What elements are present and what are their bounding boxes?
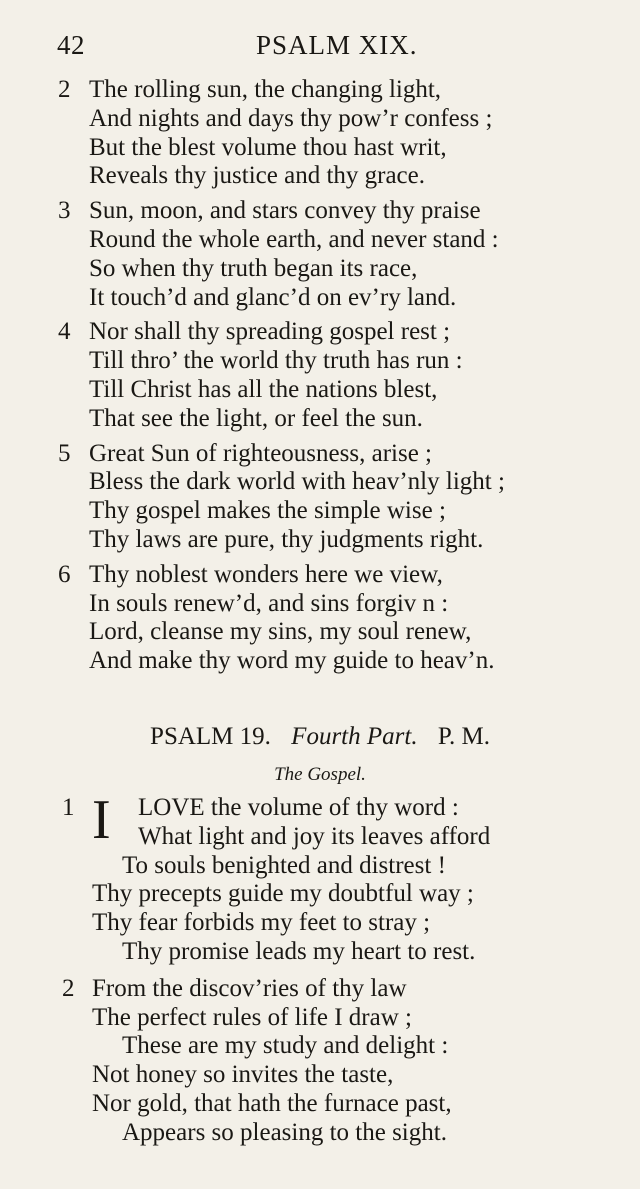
verse-text: From the discov’ries of thy law [92,974,407,1002]
section-title [0,723,640,751]
verse-text: Nor gold, that hath the furnace past, [92,1089,452,1117]
verse-text: Not honey so invites the taste, [92,1061,394,1089]
verse-line [0,975,640,1004]
verse-number: 2 [62,974,75,1002]
verse-text: Thy fear forbids my feet to stray ; [92,909,431,937]
verse-text: Thy laws are pure, thy judgments right. [89,525,484,553]
verse-line [0,1061,640,1090]
verse-text: Bless the dark world with heav’nly light ; [89,468,505,496]
verse-line [0,909,640,938]
psalm-part-a [0,76,640,682]
verse-text: Reveals thy justice and thy grace. [89,162,425,190]
verse-line [0,823,640,852]
section-meter: P. M. [437,723,490,750]
verse-line [0,497,640,526]
stanza [0,561,640,676]
verse-text: In souls renew’d, and sins forgiv n : [89,589,449,617]
verse-text: But the blest volume thou hast writ, [89,133,447,161]
verse-line [0,1090,640,1119]
verse-line [0,647,640,676]
section-part-label: Fourth Part. [291,723,418,750]
stanza [0,197,640,312]
verse-line [0,440,640,469]
verse-line [0,105,640,134]
verse-line [0,405,640,434]
page-number: 42 [57,30,85,60]
verse-number: 5 [58,439,71,467]
stanza [0,440,640,555]
verse-line [0,618,640,647]
verse-line [0,526,640,555]
page-header [0,30,640,64]
verse-text: And make thy word my guide to heav’n. [89,647,495,675]
verse-line [0,134,640,163]
verse-text: Round the whole earth, and never stand : [89,225,499,253]
drop-cap: I [92,789,111,851]
verse-line [0,590,640,619]
verse-text: Thy precepts guide my doubtful way ; [92,880,474,908]
verse-line [0,76,640,105]
verse-line [0,318,640,347]
verse-line [0,561,640,590]
verse-text: The rolling sun, the changing light, [89,76,442,103]
verse-text: So when thy truth began its race, [89,254,418,282]
verse-line [0,852,640,881]
verse-line [0,162,640,191]
verse-text: Nor shall thy spreading gospel rest ; [89,318,451,346]
verse-text: The perfect rules of life I draw ; [92,1003,412,1031]
verse-text: Lord, cleanse my sins, my soul renew, [89,618,472,646]
verse-line [0,1119,640,1148]
stanza [0,975,640,1148]
stanza [0,789,640,967]
verse-text: These are my study and delight : [122,1032,449,1060]
verse-line [0,255,640,284]
verse-text: Thy noblest wonders here we view, [89,560,443,588]
verse-line [0,347,640,376]
section-subtitle: The Gospel. [274,764,366,785]
verse-text: Sun, moon, and stars convey thy praise [89,197,481,225]
verse-text: Till thro’ the world thy truth has run : [89,347,463,375]
verse-text: Thy promise leads my heart to rest. [122,937,476,965]
verse-number: 2 [58,76,71,103]
verse-text: Thy gospel makes the simple wise ; [89,497,446,525]
verse-line [0,880,640,909]
verse-text: That see the light, or feel the sun. [89,404,423,432]
stanza [0,318,640,433]
verse-number: 4 [58,318,71,346]
verse-line [0,376,640,405]
stanza [0,76,640,191]
verse-number: 6 [58,560,71,588]
verse-line [0,1004,640,1033]
verse-text: To souls benighted and distrest ! [122,851,446,879]
verse-text: It touch’d and glanc’d on ev’ry land. [89,283,457,311]
verse-line [0,284,640,313]
verse-number: 3 [58,197,71,225]
psalm-part-b [0,789,640,1156]
verse-line [0,226,640,255]
verse-line [0,1032,640,1061]
running-title: PSALM XIX. [256,30,418,60]
section-psalm-number: PSALM 19. [150,723,271,750]
verse-line [0,197,640,226]
verse-text: Great Sun of righteousness, arise ; [89,439,432,467]
verse-number: 1 [62,794,75,821]
verse-line [0,938,640,967]
verse-text: What light and joy its leaves afford [138,822,491,850]
verse-text: LOVE the volume of thy word : [138,794,459,821]
verse-line [0,468,640,497]
verse-text: And nights and days thy pow’r confess ; [89,104,493,132]
verse-text: Appears so pleasing to the sight. [122,1118,447,1146]
verse-text: Till Christ has all the nations blest, [89,375,438,403]
